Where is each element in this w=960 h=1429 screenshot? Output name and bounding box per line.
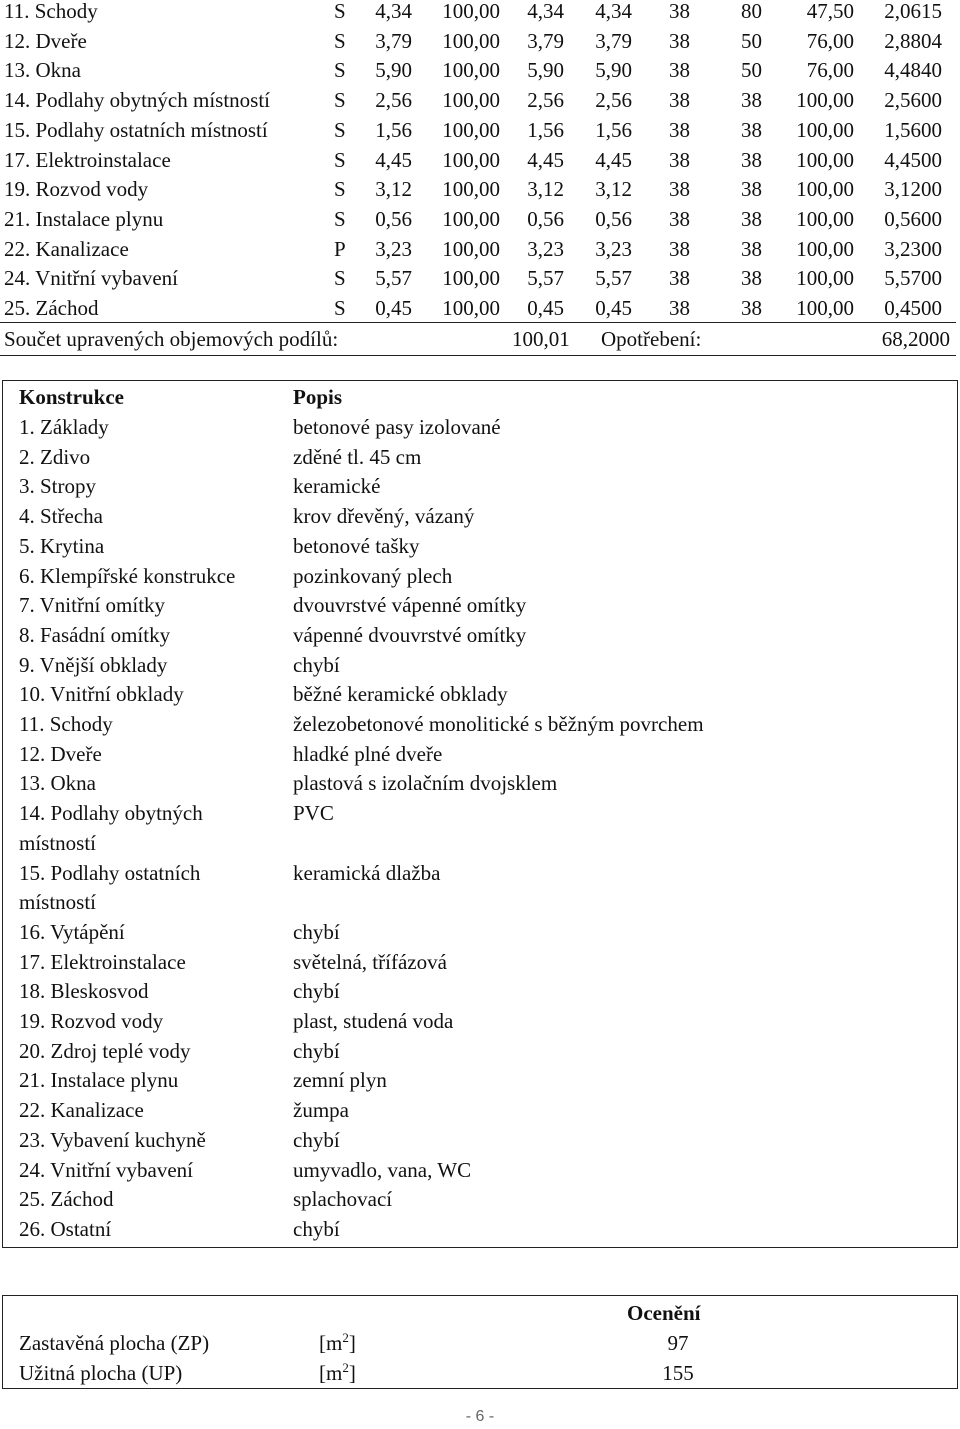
page-number: - 6 - — [465, 1408, 495, 1425]
konstrukce-desc: pozinkovaný plech — [293, 563, 453, 588]
cell-v7: 100,00 — [796, 88, 854, 113]
konstrukce-name: 16. Vytápění — [19, 919, 125, 944]
cell-v1: 4,45 — [375, 147, 412, 172]
konstrukce-name: 11. Schody — [19, 712, 113, 736]
cell-typ: S — [334, 0, 346, 23]
cell-v5: 38 — [669, 28, 690, 53]
cell-v5: 38 — [669, 58, 690, 83]
cell-v3: 0,56 — [527, 206, 564, 231]
cell-v6: 38 — [741, 147, 762, 172]
cell-v4: 3,23 — [595, 236, 632, 261]
konstrukce-name: 14. Podlahy obytných místností — [19, 801, 203, 855]
unit-close: ] — [348, 1360, 356, 1385]
cell-typ: S — [334, 28, 346, 53]
cell-v2: 100,00 — [442, 296, 500, 320]
oceneni-label: Zastavěná plocha (ZP) — [19, 1331, 210, 1355]
cell-v3: 1,56 — [527, 117, 564, 142]
wear-value: 68,2000 — [881, 327, 950, 351]
cell-v2: 100,00 — [442, 0, 500, 23]
konstrukce-name: 2. Zdivo — [19, 444, 91, 469]
cell-v7: 100,00 — [796, 296, 854, 320]
konstrukce-name: 13. Okna — [19, 771, 96, 796]
cell-v6: 38 — [741, 296, 762, 320]
cell-v3: 4,45 — [527, 147, 564, 172]
cell-v4: 3,79 — [595, 28, 632, 53]
cell-v3: 5,90 — [527, 58, 564, 83]
cell-v6: 38 — [741, 117, 762, 142]
konstrukce-name: 8. Fasádní omítky — [19, 622, 171, 647]
cell-v3: 5,57 — [527, 266, 564, 291]
cell-v5: 38 — [669, 206, 690, 231]
cell-name: 15. Podlahy ostatních místností — [4, 117, 268, 142]
cell-v8: 3,1200 — [884, 177, 942, 202]
konstrukce-name: 7. Vnitřní omítky — [19, 593, 166, 618]
konstrukce-desc: betonové pasy izolované — [293, 415, 501, 439]
konstrukce-name: 17. Elektroinstalace — [19, 949, 186, 974]
table-row — [0, 237, 960, 267]
cell-v4: 3,12 — [595, 177, 632, 202]
table-row — [0, 29, 960, 59]
cell-v7: 100,00 — [796, 266, 854, 291]
wear-label: Opotřebení: — [601, 327, 702, 351]
cell-v7: 76,00 — [806, 58, 854, 83]
cell-v2: 100,00 — [442, 28, 500, 53]
header-konstrukce: Konstrukce — [19, 385, 124, 409]
cell-v3: 3,12 — [527, 177, 564, 202]
cell-v6: 38 — [741, 88, 762, 113]
cell-v1: 1,56 — [375, 117, 412, 142]
cell-v8: 1,5600 — [884, 117, 942, 142]
oceneni-unit — [319, 1328, 356, 1358]
cell-v2: 100,00 — [442, 266, 500, 291]
konstrukce-name: 22. Kanalizace — [19, 1098, 144, 1123]
konstrukce-name: 4. Střecha — [19, 504, 103, 529]
cell-typ: S — [334, 177, 346, 202]
konstrukce-desc: chybí — [293, 1038, 340, 1063]
konstrukce-desc: železobetonové monolitické s běžným povrchem — [293, 712, 704, 736]
cell-typ: S — [334, 206, 346, 231]
konstrukce-desc: běžné keramické obklady — [293, 682, 508, 707]
cell-v2: 100,00 — [442, 236, 500, 261]
cell-v2: 100,00 — [442, 117, 500, 142]
unit-base: [m — [319, 1331, 343, 1355]
table-row — [0, 177, 960, 207]
cell-name: 22. Kanalizace — [4, 236, 129, 261]
cell-v7: 76,00 — [806, 28, 854, 53]
konstrukce-name: 6. Klempířské konstrukce — [19, 563, 236, 588]
cell-v2: 100,00 — [442, 206, 500, 231]
cell-v4: 2,56 — [595, 88, 632, 113]
cell-v6: 38 — [741, 266, 762, 291]
cell-v3: 2,56 — [527, 88, 564, 113]
cell-v7: 100,00 — [796, 177, 854, 202]
konstrukce-desc: betonové tašky — [293, 533, 420, 558]
konstrukce-desc: umyvadlo, vana, WC — [293, 1157, 472, 1182]
konstrukce-desc: splachovací — [293, 1187, 393, 1212]
konstrukce-desc: žumpa — [293, 1098, 349, 1123]
cell-name: 14. Podlahy obytných místností — [4, 88, 271, 113]
cell-v1: 5,57 — [375, 266, 412, 291]
konstrukce-desc: světelná, třífázová — [293, 949, 447, 974]
cell-v5: 38 — [669, 88, 690, 113]
konstrukce-desc: zemní plyn — [293, 1068, 387, 1093]
konstrukce-desc: chybí — [293, 919, 340, 944]
konstrukce-desc: dvouvrstvé vápenné omítky — [293, 593, 527, 618]
konstrukce-desc: PVC — [293, 801, 334, 826]
cell-v4: 5,57 — [595, 266, 632, 291]
cell-typ: S — [334, 147, 346, 172]
unit-close: ] — [348, 1331, 356, 1355]
cell-v8: 2,5600 — [884, 88, 942, 113]
konstrukce-name: 9. Vnější obklady — [19, 652, 168, 677]
summary-row — [0, 322, 956, 356]
unit-exponent: 2 — [342, 1330, 349, 1345]
cell-v8: 2,8804 — [884, 28, 942, 53]
oceneni-header — [3, 1298, 957, 1328]
konstrukce-name: 26. Ostatní — [19, 1216, 112, 1241]
konstrukce-name: 24. Vnitřní vybavení — [19, 1157, 194, 1182]
cell-v1: 5,90 — [375, 58, 412, 83]
cell-v5: 38 — [669, 0, 690, 23]
cell-v2: 100,00 — [442, 147, 500, 172]
konstrukce-table — [2, 380, 958, 1248]
cell-v8: 4,4500 — [884, 147, 942, 172]
cell-v8: 0,4500 — [884, 296, 942, 320]
oceneni-value: 97 — [667, 1331, 689, 1355]
cell-v3: 0,45 — [527, 296, 564, 320]
cell-v5: 38 — [669, 147, 690, 172]
unit-base: [m — [319, 1360, 343, 1385]
cell-v7: 47,50 — [806, 0, 854, 23]
cell-typ: S — [334, 117, 346, 142]
cell-name: 17. Elektroinstalace — [4, 147, 171, 172]
oceneni-row — [3, 1358, 957, 1388]
oceneni-unit — [319, 1358, 356, 1388]
cell-v1: 0,45 — [375, 296, 412, 320]
cell-v1: 3,23 — [375, 236, 412, 261]
konstrukce-name: 18. Bleskosvod — [19, 979, 149, 1004]
oceneni-label: Užitná plocha (UP) — [19, 1360, 183, 1385]
cell-v1: 3,79 — [375, 28, 412, 53]
konstrukce-name: 12. Dveře — [19, 741, 102, 766]
konstrukce-name: 21. Instalace plynu — [19, 1068, 179, 1093]
cell-v4: 0,56 — [595, 206, 632, 231]
oceneni-table — [2, 1295, 958, 1389]
konstrukce-desc: vápenné dvouvrstvé omítky — [293, 622, 527, 647]
cell-v4: 1,56 — [595, 117, 632, 142]
cell-v5: 38 — [669, 236, 690, 261]
konstrukce-desc: plastová s izolačním dvojsklem — [293, 771, 558, 796]
konstrukce-name: 3. Stropy — [19, 474, 97, 499]
cell-v8: 0,5600 — [884, 206, 942, 231]
cell-name: 13. Okna — [4, 58, 81, 83]
cell-typ: S — [334, 88, 346, 113]
konstrukce-desc: chybí — [293, 979, 340, 1004]
oceneni-value: 155 — [662, 1360, 694, 1385]
konstrukce-desc: chybí — [293, 1216, 340, 1241]
cell-v7: 100,00 — [796, 117, 854, 142]
cell-typ: S — [334, 58, 346, 83]
table-row — [0, 58, 960, 88]
konstrukce-name: 15. Podlahy ostatních místností — [19, 860, 201, 915]
cell-v4: 4,45 — [595, 147, 632, 172]
cell-typ: S — [334, 266, 346, 291]
cell-name: 12. Dveře — [4, 28, 87, 53]
konstrukce-name: 10. Vnitřní obklady — [19, 682, 184, 707]
header-popis: Popis — [293, 385, 343, 409]
cell-v4: 0,45 — [595, 296, 632, 320]
cell-v6: 38 — [741, 177, 762, 202]
cell-v1: 3,12 — [375, 177, 412, 202]
cell-v3: 4,34 — [527, 0, 564, 23]
cell-v1: 4,34 — [375, 0, 412, 23]
konstrukce-desc: hladké plné dveře — [293, 741, 443, 766]
cell-v2: 100,00 — [442, 58, 500, 83]
header-oceneni: Ocenění — [627, 1301, 701, 1325]
konstrukce-name: 1. Základy — [19, 415, 109, 439]
cell-v3: 3,23 — [527, 236, 564, 261]
cell-name: 24. Vnitřní vybavení — [4, 266, 179, 291]
table-row — [0, 148, 960, 178]
konstrukce-desc: keramické — [293, 474, 381, 499]
cell-v5: 38 — [669, 117, 690, 142]
cell-typ: S — [334, 296, 346, 320]
cell-typ: P — [334, 236, 346, 261]
konstrukce-name: 25. Záchod — [19, 1187, 114, 1212]
cell-name: 21. Instalace plynu — [4, 206, 164, 231]
cell-name: 19. Rozvod vody — [4, 177, 149, 202]
konstrukce-name: 23. Vybavení kuchyně — [19, 1127, 206, 1152]
cell-v8: 4,4840 — [884, 58, 942, 83]
konstrukce-name: 19. Rozvod vody — [19, 1009, 164, 1033]
konstrukce-desc: chybí — [293, 652, 340, 677]
cell-v6: 38 — [741, 206, 762, 231]
cell-v7: 100,00 — [796, 236, 854, 261]
cell-v5: 38 — [669, 296, 690, 320]
oceneni-row — [3, 1328, 957, 1358]
cell-v7: 100,00 — [796, 206, 854, 231]
unit-exponent: 2 — [342, 1359, 349, 1375]
konstrukce-name: 20. Zdroj teplé vody — [19, 1038, 191, 1063]
cell-v3: 3,79 — [527, 28, 564, 53]
summary-label: Součet upravených objemových podílů: — [4, 327, 339, 351]
cell-v5: 38 — [669, 177, 690, 202]
konstrukce-desc: plast, studená voda — [293, 1009, 454, 1033]
cell-v1: 0,56 — [375, 206, 412, 231]
konstrukce-desc: krov dřevěný, vázaný — [293, 504, 475, 529]
konstrukce-desc: zděné tl. 45 cm — [293, 444, 422, 469]
cell-v2: 100,00 — [442, 88, 500, 113]
cell-v7: 100,00 — [796, 147, 854, 172]
summary-value: 100,01 — [512, 327, 570, 351]
cell-v8: 5,5700 — [884, 266, 942, 291]
table-row — [0, 207, 960, 237]
cell-v4: 4,34 — [595, 0, 632, 23]
cell-v6: 38 — [741, 236, 762, 261]
table-row — [0, 266, 960, 296]
cell-v5: 38 — [669, 266, 690, 291]
konstrukce-desc: chybí — [293, 1127, 340, 1152]
konstrukce-desc: keramická dlažba — [293, 860, 441, 885]
cell-v2: 100,00 — [442, 177, 500, 202]
cell-v4: 5,90 — [595, 58, 632, 83]
table-row — [0, 0, 960, 29]
cell-name: 25. Záchod — [4, 296, 99, 320]
konstrukce-name: 5. Krytina — [19, 533, 105, 558]
cell-v8: 2,0615 — [884, 0, 942, 23]
table-row — [0, 118, 960, 148]
cell-v6: 80 — [741, 0, 762, 23]
table-row — [0, 88, 960, 118]
cell-v6: 50 — [741, 28, 762, 53]
cell-v8: 3,2300 — [884, 236, 942, 261]
cell-name: 11. Schody — [4, 0, 98, 23]
cell-v1: 2,56 — [375, 88, 412, 113]
cell-v6: 50 — [741, 58, 762, 83]
